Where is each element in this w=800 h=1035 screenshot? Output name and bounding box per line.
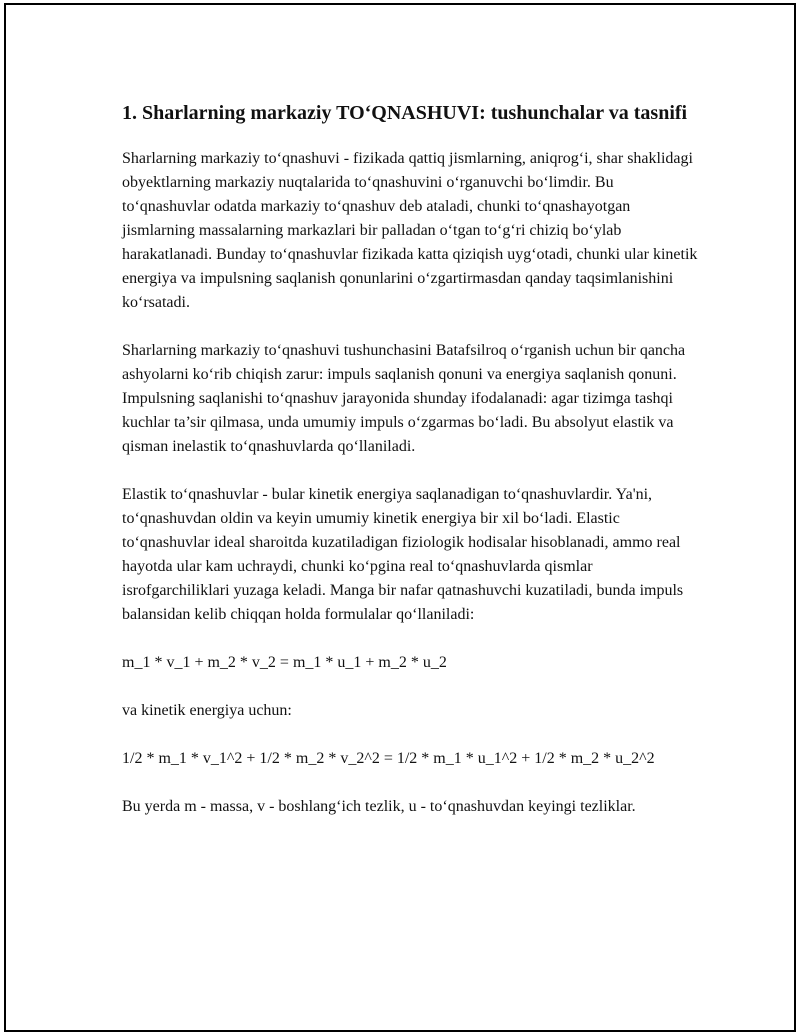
section-heading: 1. Sharlarning markaziy TO‘QNASHUVI: tushunchalar va tasnifi — [122, 102, 688, 124]
kinetic-energy-formula: 1/2 * m_1 * v_1^2 + 1/2 * m_2 * v_2^2 = 1/2 * m_1 * u_1^2 + 1/2 * m_2 * u_2^2 — [122, 750, 655, 767]
paragraph-elastic-collisions: Elastik to‘qnashuvlar - bular kinetik energiya saqlanadigan to‘qnashuvlardir. Ya'ni, to‘qnashuvdan oldin va keyin umumiy kinetik energiya bir xil bo‘ladi. Elastic to‘qnashuvlar ideal sharoitda kuzatiladigan fiziologik hodisalar hisoblanadi, ammo real hayotda ular kam uchraydi, chunki ko‘pgina real to‘qnashuvlarda qismlar isrofgarchiliklari yuzaga keladi. Manga bir nafar qatnashuvchi kuzatiladi, bunda impuls balansidan kelib chiqqan holda formulalar qo‘llaniladi: — [122, 486, 684, 623]
paragraph-conservation-laws: Sharlarning markaziy to‘qnashuvi tushunchasini Batafsilroq o‘rganish uchun bir qancha ashyolarni ko‘rib chiqish zarur: impuls saqlanish qonuni va energiya saqlanish qonuni. Impulsning saqlanishi to‘qnashuv jarayonida shunday ifodalanadi: agar tizimga tashqi kuchlar ta’sir qilmasa, unda umumiy impuls o‘zgarmas bo‘ladi. Bu absolyut elastik va qisman inelastik to‘qnashuvlarda qo‘llaniladi. — [122, 342, 686, 455]
paragraph-intro: Sharlarning markaziy to‘qnashuvi - fizikada qattiq jismlarning, aniqrog‘i, shar shaklidagi obyektlarning markaziy nuqtalarida to‘qnashuvini o‘rganuvchi bo‘limdir. Bu to‘qnashuvlar odatda markaziy to‘qnashuv deb ataladi, chunki to‘qnashayotgan jismlarning massalarning markazlari bir palladan o‘tgan to‘g‘ri chiziq bo‘ylab harakatlanadi. Bunday to‘qnashuvlar fizikada katta qiziqish uyg‘otadi, chunki ular kinetik energiya va impulsning saqlanish qonunlarini o‘zgartirmasdan qanday taqsimlanishini ko‘rsatadi. — [122, 150, 698, 311]
page-frame — [4, 3, 796, 1032]
document-body — [122, 99, 702, 843]
energy-formula-intro: va kinetik energiya uchun: — [122, 702, 292, 719]
variable-definitions: Bu yerda m - massa, v - boshlang‘ich tezlik, u - to‘qnashuvdan keyingi tezliklar. — [122, 798, 636, 815]
momentum-formula: m_1 * v_1 + m_2 * v_2 = m_1 * u_1 + m_2 * u_2 — [122, 654, 447, 671]
